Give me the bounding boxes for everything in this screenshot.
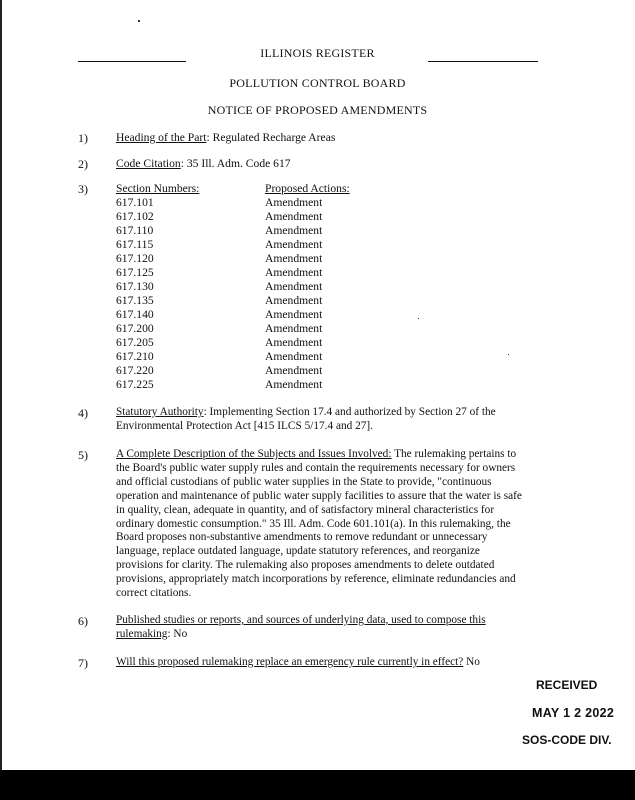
section-action: Amendment [265, 336, 323, 349]
item-5-number: 5) [78, 448, 88, 462]
section-number: 617.140 [116, 308, 154, 321]
section-number: 617.110 [116, 224, 154, 237]
item-7-text: No [463, 656, 480, 668]
scan-bottom-bar [0, 770, 635, 800]
section-number: 617.200 [116, 322, 154, 335]
item-1 [116, 131, 335, 145]
item-5-text: The rulemaking pertains to [391, 448, 517, 460]
item-2-label: Code Citation [116, 157, 181, 170]
section-action: Amendment [265, 364, 323, 377]
item-2-number: 2) [78, 157, 88, 171]
item-6-paragraph [116, 614, 546, 642]
register-title: ILLINOIS REGISTER [260, 46, 375, 60]
item-6-line [116, 628, 546, 642]
scan-speck [418, 318, 419, 319]
item-1-text: : Regulated Recharge Areas [206, 131, 336, 144]
item-6-number: 6) [78, 614, 88, 628]
item-5-label: A Complete Description of the Subjects and Issues Involved: [116, 448, 392, 460]
board-title: POLLUTION CONTROL BOARD [229, 76, 406, 90]
section-number: 617.220 [116, 364, 154, 377]
scan-speck [508, 354, 509, 355]
section-action: Amendment [265, 280, 323, 293]
section-action: Amendment [265, 322, 323, 335]
proposed-actions-header: Proposed Actions: [265, 182, 350, 195]
item-6-text: : No [167, 627, 188, 640]
received-stamp: RECEIVED [536, 678, 598, 692]
section-number: 617.101 [116, 196, 154, 209]
item-5-line: provisions, appropriately match incorporations by reference, eliminate redundancies and [116, 573, 516, 586]
section-number: 617.120 [116, 252, 154, 265]
item-7-paragraph [116, 656, 546, 670]
item-5-line: ordinary domestic consumption." 35 Ill. Adm. Code 601.101(a). In this rulemaking, the [116, 517, 511, 530]
section-number: 617.225 [116, 378, 154, 391]
section-number: 617.210 [116, 350, 154, 363]
section-number: 617.102 [116, 210, 154, 223]
item-7-number: 7) [78, 656, 88, 670]
section-number: 617.125 [116, 266, 154, 279]
received-date-stamp: MAY 1 2 2022 [532, 706, 615, 720]
item-4-paragraph [116, 406, 546, 434]
item-2-text: : 35 Ill. Adm. Code 617 [180, 157, 291, 170]
item-4-text: : Implementing Section 17.4 and authorized by Section 27 of the [203, 406, 496, 418]
item-4-label: Statutory Authority [116, 406, 204, 418]
item-5-line: the Board's public water supply rules and contain the requirements necessary for owners [116, 461, 516, 474]
section-number: 617.130 [116, 280, 154, 293]
section-action: Amendment [265, 308, 323, 321]
item-5-line: Board proposes non-substantive amendments to remove redundant or unnecessary [116, 531, 488, 544]
section-action: Amendment [265, 350, 323, 363]
item-2 [116, 157, 291, 171]
header-rule-left [78, 61, 186, 62]
section-number: 617.205 [116, 336, 154, 349]
section-action: Amendment [265, 210, 323, 223]
notice-title: NOTICE OF PROPOSED AMENDMENTS [207, 103, 428, 117]
section-action: Amendment [265, 238, 323, 251]
section-action: Amendment [265, 252, 323, 265]
section-action: Amendment [265, 294, 323, 307]
item-5-line: provisions for clarity. The rulemaking also proposes amendments to delete outdated [116, 559, 495, 572]
item-5-paragraph [116, 448, 546, 601]
item-1-number: 1) [78, 131, 88, 145]
item-3-number: 3) [78, 182, 88, 196]
item-5-line: and official custodians of public water supplies in the State to provide, "continuous [116, 475, 492, 488]
item-1-label: Heading of the Part [116, 131, 207, 144]
office-stamp: SOS-CODE DIV. [522, 733, 612, 747]
scan-speck [138, 20, 140, 22]
item-6-label-cont: rulemaking [116, 627, 168, 640]
item-4-number: 4) [78, 406, 88, 420]
section-numbers-header: Section Numbers: [116, 182, 200, 195]
item-5-line: operation and maintenance of public water supply facilities to assure that the water is safe [116, 489, 522, 502]
item-5-line: language, replace outdated language, update statutory references, and reorganize [116, 545, 480, 558]
item-7-label: Will this proposed rulemaking replace an emergency rule currently in effect? [116, 656, 464, 668]
item-4-line [116, 406, 546, 420]
item-5-line: in quality, clean, adequate in quantity, and of satisfactory mineral characteristics for [116, 503, 495, 516]
section-action: Amendment [265, 224, 323, 237]
section-action: Amendment [265, 378, 323, 391]
section-action: Amendment [265, 196, 323, 209]
section-number: 617.135 [116, 294, 154, 307]
section-number: 617.115 [116, 238, 154, 251]
item-5-line [116, 448, 546, 462]
item-4-line: Environmental Protection Act [415 ILCS 5/17.4 and 27]. [116, 419, 373, 432]
item-6-label: Published studies or reports, and sources of underlying data, used to compose this [116, 614, 486, 626]
item-5-line: correct citations. [116, 587, 192, 600]
section-action: Amendment [265, 266, 323, 279]
header-rule-right [428, 61, 538, 62]
